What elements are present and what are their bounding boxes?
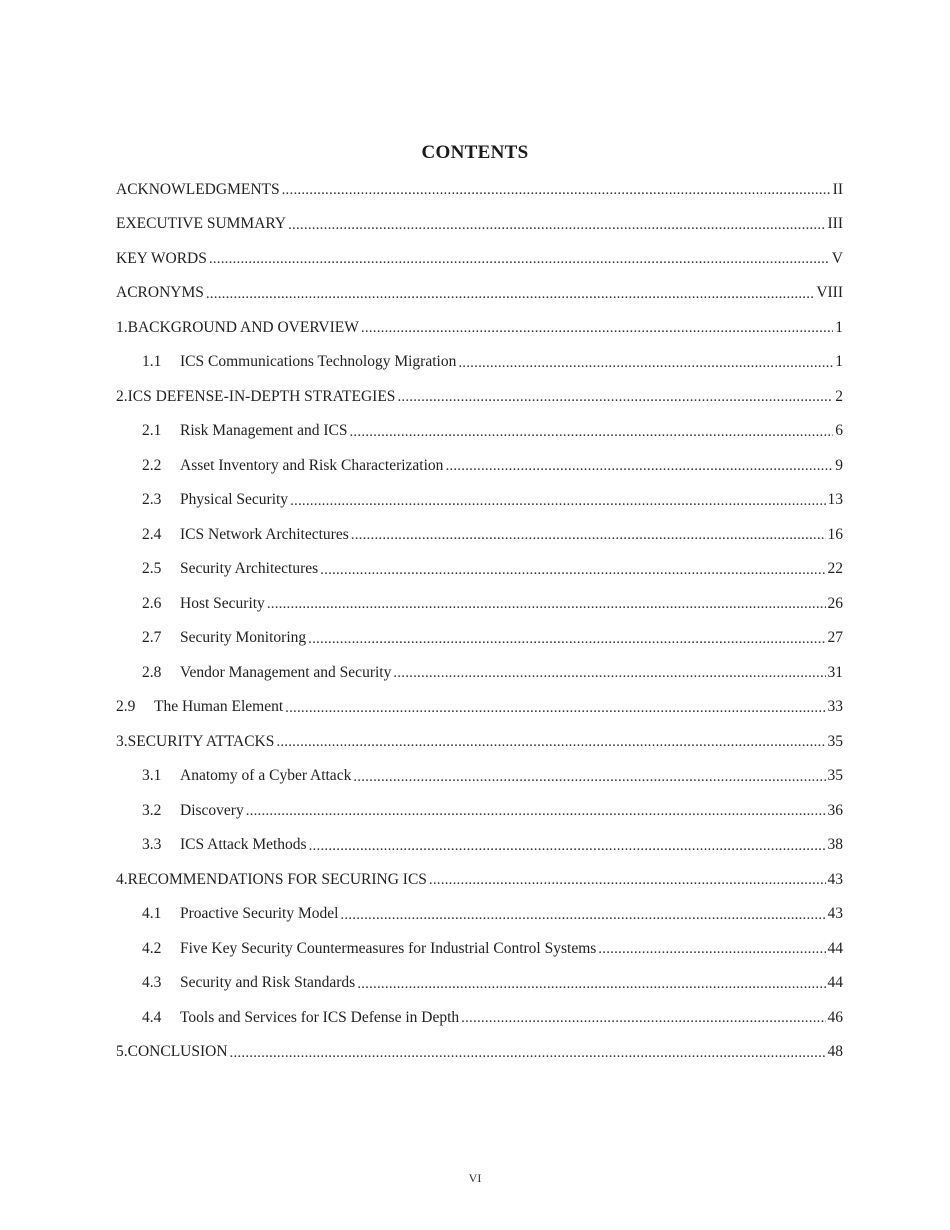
toc-entry[interactable] (116, 310, 843, 345)
toc-entry-number: 4.2 (142, 939, 162, 957)
toc-entry[interactable] (116, 724, 843, 759)
toc-entry-label: ICS Network Architectures (180, 525, 349, 543)
dot-leader (429, 872, 826, 888)
dot-leader (209, 251, 830, 267)
toc-entry-label: Tools and Services for ICS Defense in Depth (180, 1008, 460, 1026)
toc-entry-page: 44 (827, 974, 843, 991)
toc-entry-number: 2.2 (142, 456, 162, 474)
toc-subentry[interactable] (116, 448, 843, 483)
toc-entry-label: ACRONYMS (116, 284, 204, 301)
toc-entry-label: ACKNOWLEDGMENTS (116, 180, 280, 198)
toc-entry-page: 22 (827, 560, 843, 577)
toc-entry-page: 33 (827, 698, 843, 715)
toc-entry-label: The Human Element (154, 698, 284, 715)
toc-entry-page: 36 (827, 801, 843, 819)
toc-entry-page: 27 (827, 629, 843, 646)
toc-entry-page: 43 (827, 870, 843, 888)
toc-subentry[interactable] (116, 966, 843, 1001)
toc-entry-label: Proactive Security Model (180, 905, 339, 922)
toc-entry-page: II (832, 180, 843, 198)
dot-leader (397, 389, 833, 405)
dot-leader (309, 838, 826, 854)
toc-entry-page: 44 (827, 939, 843, 957)
toc-entry-label: 2.ICS DEFENSE-IN-DEPTH STRATEGIES (116, 387, 396, 405)
toc-entry-number: 2.6 (142, 594, 162, 612)
toc-subentry[interactable] (116, 345, 843, 380)
toc-entry-page: V (831, 249, 843, 267)
dot-leader (230, 1045, 826, 1061)
toc-entry-page: 9 (835, 456, 843, 474)
dot-leader (246, 803, 826, 819)
toc-subentry[interactable] (116, 517, 843, 552)
toc-entry-page: VIII (816, 284, 843, 301)
dot-leader (290, 493, 825, 509)
toc-subentry[interactable] (116, 1000, 843, 1035)
toc-entry-label: EXECUTIVE SUMMARY (116, 215, 287, 232)
dot-leader (288, 217, 825, 233)
toc-subentry[interactable] (116, 552, 843, 587)
toc-subentry[interactable] (116, 828, 843, 863)
toc-entry-number: 3.2 (142, 801, 162, 819)
toc-entry-label: Asset Inventory and Risk Characterization (180, 456, 444, 474)
toc-entry-page: 26 (827, 594, 843, 612)
dot-leader (393, 665, 825, 681)
toc-entry-label: Security Monitoring (180, 629, 307, 646)
dot-leader (461, 1010, 825, 1026)
toc-subentry[interactable] (116, 793, 843, 828)
dot-leader (308, 631, 825, 647)
toc-entry-label: KEY WORDS (116, 249, 207, 267)
toc-entry-label: ICS Communications Technology Migration (180, 353, 457, 370)
toc-entry[interactable] (116, 379, 843, 414)
toc-entry-label: Host Security (180, 594, 265, 612)
dot-leader (458, 355, 833, 371)
toc-entry[interactable] (116, 241, 843, 276)
dot-leader (445, 458, 833, 474)
toc-entry-number: 2.9 (116, 698, 136, 715)
toc-entry-label: Anatomy of a Cyber Attack (180, 767, 352, 784)
toc-subentry[interactable] (116, 759, 843, 794)
dot-leader (598, 941, 825, 957)
dot-leader (285, 700, 825, 716)
dot-leader (351, 527, 826, 543)
toc-entry-number: 1.1 (142, 353, 162, 370)
toc-entry[interactable] (116, 1035, 843, 1070)
dot-leader (357, 976, 825, 992)
toc-entry-label: Vendor Management and Security (180, 663, 392, 681)
toc-entry-page: 1 (835, 353, 843, 370)
toc-entry[interactable] (116, 690, 843, 725)
toc-entry-number: 2.8 (142, 663, 162, 681)
toc-entry[interactable] (116, 207, 843, 242)
toc-entry-label: ICS Attack Methods (180, 836, 307, 853)
dot-leader (276, 734, 825, 750)
dot-leader (320, 562, 825, 578)
toc-entry-label: Discovery (180, 801, 244, 819)
toc-entry-number: 2.3 (142, 491, 162, 508)
dot-leader (267, 596, 826, 612)
toc-entry-label: Security Architectures (180, 560, 319, 577)
toc-subentry[interactable] (116, 655, 843, 690)
toc-entry-number: 2.4 (142, 525, 162, 543)
toc-entry-label: Risk Management and ICS (180, 422, 348, 439)
toc-subentry[interactable] (116, 483, 843, 518)
dot-leader (353, 769, 825, 785)
toc-entry-page: 16 (827, 525, 843, 543)
toc-entry-label: Physical Security (180, 491, 289, 508)
dot-leader (361, 320, 833, 336)
toc-entry-number: 2.7 (142, 629, 162, 646)
toc-entry-number: 2.5 (142, 560, 162, 577)
toc-subentry[interactable] (116, 414, 843, 449)
dot-leader (340, 907, 825, 923)
toc-entry-number: 4.3 (142, 974, 162, 991)
toc-entry-page: 38 (827, 836, 843, 853)
toc-subentry[interactable] (116, 897, 843, 932)
toc-entry-page: III (827, 215, 843, 232)
toc-entry-page: 46 (827, 1008, 843, 1026)
toc-subentry[interactable] (116, 621, 843, 656)
toc-entry-number: 4.4 (142, 1008, 162, 1026)
toc-entry[interactable] (116, 862, 843, 897)
toc-entry-page: 43 (827, 905, 843, 922)
toc-entry[interactable] (116, 276, 843, 311)
toc-entry-label: 5.CONCLUSION (116, 1043, 228, 1060)
toc-entry-number: 4.1 (142, 905, 162, 922)
dot-leader (349, 424, 833, 440)
toc-entry-page: 1 (835, 318, 843, 336)
toc-entry-page: 48 (827, 1043, 843, 1060)
toc-entry-label: Security and Risk Standards (180, 974, 356, 991)
toc-entry-page: 35 (827, 767, 843, 784)
page-title: CONTENTS (421, 142, 529, 163)
toc-entry-label: 1.BACKGROUND AND OVERVIEW (116, 318, 359, 336)
footer-page-number: VI (468, 1171, 482, 1185)
dot-leader (282, 182, 831, 198)
dot-leader (206, 286, 814, 302)
toc-entry-label: 4.RECOMMENDATIONS FOR SECURING ICS (116, 870, 427, 888)
toc-entry-page: 35 (827, 732, 843, 750)
toc-entry-label: 3.SECURITY ATTACKS (116, 732, 275, 750)
toc-entry-number: 2.1 (142, 422, 162, 439)
toc-entry-number: 3.3 (142, 836, 162, 853)
toc-entry-label: Five Key Security Countermeasures for Industrial Control Systems (180, 939, 597, 957)
toc-entry-page: 6 (835, 422, 843, 439)
toc-entry-page: 2 (835, 387, 843, 405)
toc-entry-page: 13 (827, 491, 843, 508)
table-of-contents (116, 172, 843, 1069)
toc-entry-number: 3.1 (142, 767, 162, 784)
toc-entry[interactable] (116, 172, 843, 207)
toc-subentry[interactable] (116, 586, 843, 621)
toc-subentry[interactable] (116, 931, 843, 966)
toc-entry-page: 31 (827, 663, 843, 681)
